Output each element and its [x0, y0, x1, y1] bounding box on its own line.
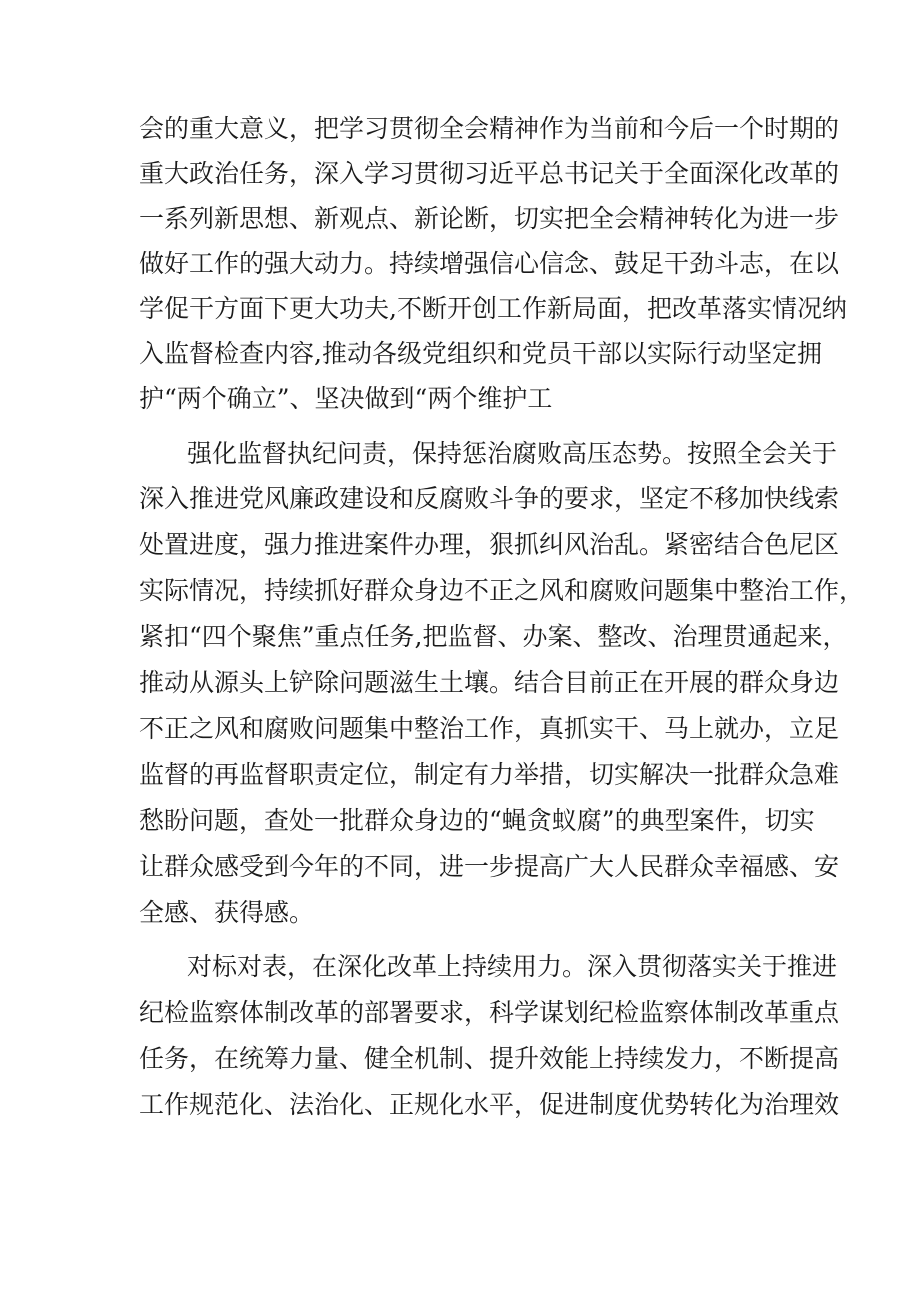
text-line: 护“两个确立”、坚决做到“两个维护工: [139, 384, 553, 413]
paragraph-first-line: 强化监督执纪问责，保持惩治腐败高压态势。按照全会关于: [187, 439, 838, 468]
text-line: 任务，在统筹力量、健全机制、提升效能上持续发力，不断提高: [139, 1044, 840, 1073]
text-line: 推动从源头上铲除问题滋生土壤。结合目前正在开展的群众身边: [139, 668, 840, 697]
text-line: 学促干方面下更大功夫,不断开创工作新局面，把改革落实情况纳: [139, 294, 847, 323]
text-line: 实际情况，持续抓好群众身边不正之风和腐败问题集中整治工作，: [139, 576, 865, 605]
text-line: 会的重大意义，把学习贯彻全会精神作为当前和今后一个时期的: [139, 114, 840, 143]
text-line: 不正之风和腐败问题集中整治工作，真抓实干、马上就办，立足: [139, 714, 840, 743]
text-line: 让群众感受到今年的不同，进一步提高广大人民群众幸福感、安: [139, 852, 840, 881]
text-line: 一系列新思想、新观点、新论断，切实把全会精神转化为进一步: [139, 204, 840, 233]
text-line: 重大政治任务，深入学习贯彻习近平总书记关于全面深化改革的: [139, 159, 840, 188]
text-line: 愁盼问题，查处一批群众身边的“蝇贪蚁腐”的典型案件，切实: [139, 806, 815, 835]
text-line: 纪检监察体制改革的部署要求，科学谋划纪检监察体制改革重点: [139, 998, 840, 1027]
text-line: 入监督检查内容,推动各级党组织和党员干部以实际行动坚定拥: [139, 339, 822, 368]
text-line: 工作规范化、法治化、正规化水平，促进制度优势转化为治理效: [139, 1090, 840, 1119]
text-line: 深入推进党风廉政建设和反腐败斗争的要求，坚定不移加快线索: [139, 484, 840, 513]
text-line: 做好工作的强大动力。持续增强信心信念、鼓足干劲斗志，在以: [139, 249, 840, 278]
text-line: 全感、获得感。: [139, 898, 315, 927]
text-line: 处置进度，强力推进案件办理，狠抓纠风治乱。紧密结合色尼区: [139, 530, 840, 559]
paragraph-first-line: 对标对表，在深化改革上持续用力。深入贯彻落实关于推进: [187, 952, 838, 981]
text-line: 紧扣“四个聚焦”重点任务,把监督、办案、整改、治理贯通起来，: [139, 622, 848, 651]
text-line: 监督的再监督职责定位，制定有力举措，切实解决一批群众急难: [139, 760, 840, 789]
